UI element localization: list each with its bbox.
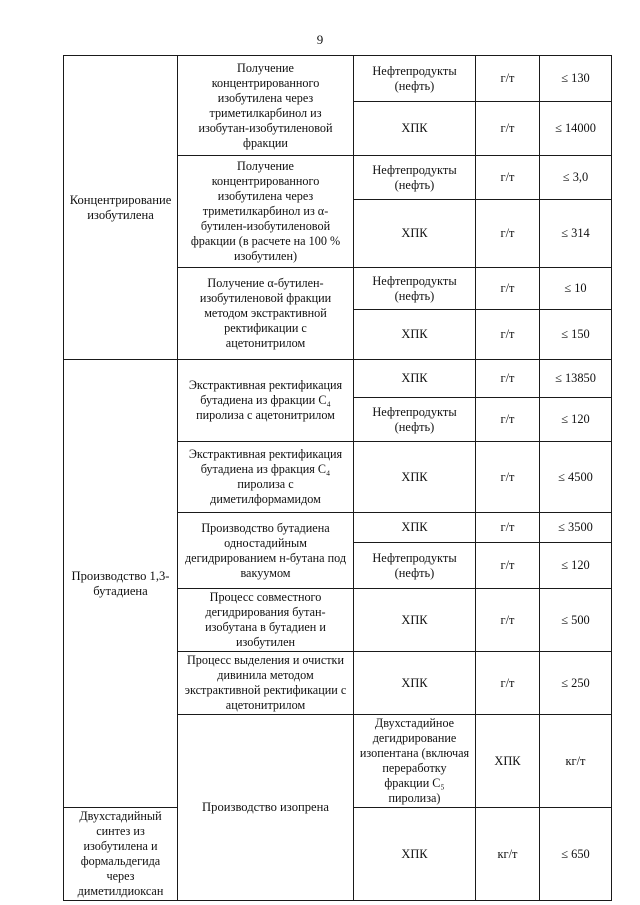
- value-cell: ≤ 250: [540, 652, 612, 715]
- process-name-cell: Производство бутадиена одностадийным дегидрированием н-бутана под вакуумом: [178, 513, 354, 589]
- group-name-cell: Производство 1,3-бутадиена: [64, 360, 178, 808]
- unit-cell: г/т: [476, 442, 540, 513]
- substance-cell: ХПК: [354, 310, 476, 360]
- value-cell: ≤ 500: [540, 589, 612, 652]
- substance-cell: ХПК: [354, 102, 476, 156]
- unit-cell: г/т: [476, 652, 540, 715]
- group-name-cell: Концентрирование изобутилена: [64, 56, 178, 360]
- value-cell: ≤ 3,0: [540, 156, 612, 200]
- value-cell: ≤ 130: [540, 56, 612, 102]
- value-cell: ≤ 150: [540, 310, 612, 360]
- emission-limits-table: [63, 55, 612, 901]
- group-name-cell: Производство изопрена: [178, 715, 354, 901]
- substance-cell: ХПК: [354, 589, 476, 652]
- value-cell: ≤ 10: [540, 268, 612, 310]
- substance-cell: Нефтепродукты (нефть): [354, 56, 476, 102]
- process-name-cell: Получение α-бутилен-изобутиленовой фракции методом экстрактивной ректификации с ацетонитрилом: [178, 268, 354, 360]
- table-row: [64, 360, 612, 398]
- unit-cell: г/т: [476, 268, 540, 310]
- substance-cell: Нефтепродукты (нефть): [354, 268, 476, 310]
- substance-cell: Нефтепродукты (нефть): [354, 398, 476, 442]
- process-name-cell: Процесс совместного дегидрирования бутан-изобутана в бутадиен и изобутилен: [178, 589, 354, 652]
- process-name-cell: Получение концентрированного изобутилена через триметилкарбинол из α-бутилен-изобутиленовой фракции (в расчете на 100 % изобутилен): [178, 156, 354, 268]
- process-name-cell: Процесс выделения и очистки дивинила методом экстрактивной ректификации с ацетонитрилом: [178, 652, 354, 715]
- unit-cell: г/т: [476, 310, 540, 360]
- unit-cell: кг/т: [540, 715, 612, 808]
- value-cell: ≤ 4500: [540, 442, 612, 513]
- substance-cell: ХПК: [354, 360, 476, 398]
- process-name-cell: Получение концентрированного изобутилена через триметилкарбинол из изобутан-изобутиленовой фракции: [178, 56, 354, 156]
- substance-cell: ХПК: [354, 200, 476, 268]
- value-cell: ≤ 13850: [540, 360, 612, 398]
- substance-cell: ХПК: [354, 808, 476, 901]
- substance-cell: ХПК: [354, 652, 476, 715]
- process-name-cell: Экстрактивная ректификация бутадиена из фракция C₄ пиролиза с диметилформамидом: [178, 442, 354, 513]
- unit-cell: г/т: [476, 513, 540, 543]
- unit-cell: г/т: [476, 360, 540, 398]
- unit-cell: г/т: [476, 398, 540, 442]
- unit-cell: кг/т: [476, 808, 540, 901]
- value-cell: ≤ 3500: [540, 513, 612, 543]
- value-cell: ≤ 14000: [540, 102, 612, 156]
- substance-cell: Нефтепродукты (нефть): [354, 543, 476, 589]
- substance-cell: Нефтепродукты (нефть): [354, 156, 476, 200]
- value-cell: ≤ 120: [540, 398, 612, 442]
- unit-cell: г/т: [476, 543, 540, 589]
- process-name-cell: Двухстадийное дегидрирование изопентана (включая переработку фракции C₅ пиролиза): [354, 715, 476, 808]
- process-name-cell: Экстрактивная ректификация бутадиена из фракции C₄ пиролиза с ацетонитрилом: [178, 360, 354, 442]
- table-row: [64, 56, 612, 102]
- unit-cell: г/т: [476, 156, 540, 200]
- substance-cell: ХПК: [354, 442, 476, 513]
- value-cell: ≤ 314: [540, 200, 612, 268]
- value-cell: ≤ 120: [540, 543, 612, 589]
- unit-cell: г/т: [476, 56, 540, 102]
- value-cell: ≤ 650: [540, 808, 612, 901]
- substance-cell: ХПК: [354, 513, 476, 543]
- unit-cell: г/т: [476, 200, 540, 268]
- process-name-cell: Двухстадийный синтез из изобутилена и формальдегида через диметилдиоксан: [64, 808, 178, 901]
- page-number: 9: [316, 32, 324, 47]
- unit-cell: г/т: [476, 102, 540, 156]
- substance-cell: ХПК: [476, 715, 540, 808]
- unit-cell: г/т: [476, 589, 540, 652]
